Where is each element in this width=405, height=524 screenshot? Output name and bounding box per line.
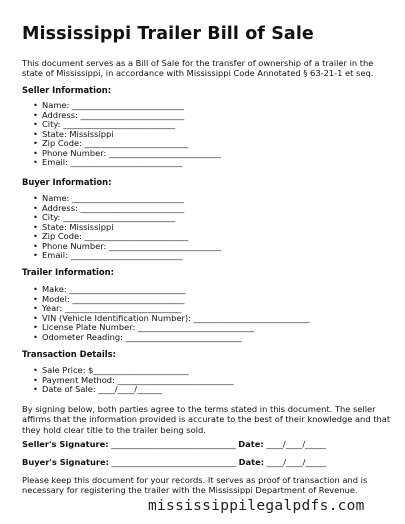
- seller-date-label: Date:: [238, 439, 264, 449]
- trailer-plate-item: • License Plate Number: ____________________________: [33, 322, 255, 332]
- sale-price-item: • Sale Price: $_______________________: [33, 365, 189, 375]
- buyer-signature-blank: ______________________________: [108, 457, 239, 467]
- seller-signature-line: [22, 439, 326, 449]
- buyer-state-item: • State: Mississippi: [33, 221, 114, 232]
- seller-zip-item: • Zip Code: _________________________: [33, 138, 189, 148]
- buyer-signature-line: [22, 457, 326, 467]
- seller-date-blank: ____/____/_____: [263, 439, 326, 449]
- buyer-date-blank: ____/____/_____: [264, 457, 327, 467]
- trailer-list: [22, 285, 310, 342]
- trailer-vin-item: • VIN (Vehicle Identification Number): ____________________________: [33, 312, 310, 323]
- trailer-make-item: • Make: ____________________________: [33, 284, 186, 294]
- document-title: Mississippi Trailer Bill of Sale: [22, 24, 314, 44]
- buyer-date-label: Date:: [238, 457, 265, 467]
- buyer-list: [22, 194, 221, 261]
- buyer-city-item: • City: ___________________________: [33, 212, 176, 222]
- trailer-heading: Trailer Information:: [22, 267, 114, 277]
- seller-city-item: • City: ___________________________: [33, 119, 176, 129]
- buyer-heading: Buyer Information:: [22, 177, 112, 187]
- buyer-phone-item: • Phone Number: ___________________________: [33, 240, 221, 251]
- buyer-address-item: • Address: _________________________: [33, 202, 185, 213]
- seller-heading: Seller Information:: [22, 85, 112, 95]
- trailer-year-item: • Year: ____________________________: [33, 303, 182, 313]
- trailer-odometer-item: • Odometer Reading: ____________________________: [33, 331, 242, 342]
- footer-paragraph: Please keep this document for your records. It serves as proof of transaction and is necessary for registering the trailer with the Mississippi Department of Revenue.: [22, 475, 368, 496]
- payment-method-item: • Payment Method: ____________________________: [33, 374, 234, 385]
- transaction-heading: Transaction Details:: [22, 349, 117, 359]
- seller-email-item: • Email: ___________________________: [33, 157, 183, 167]
- intro-paragraph: This document serves as a Bill of Sale for the transfer of ownership of a trailer in the state of Mississippi, in accordance with Mississippi Code Annotated § 63-21-1 et seq.: [22, 58, 374, 79]
- seller-signature-label: Seller's Signature:: [22, 439, 109, 449]
- seller-address-item: • Address: _________________________: [33, 109, 185, 120]
- seller-list: [22, 101, 221, 168]
- agreement-paragraph: By signing below, both parties agree to the terms stated in this document. The seller affirms that the information provided is accurate to the best of their knowledge and that they hold clear title to the trailer being sold.: [22, 404, 391, 435]
- sale-date-item: • Date of Sale: ____/____/______: [33, 384, 162, 394]
- buyer-signature-label: Buyer's Signature:: [22, 457, 109, 467]
- buyer-zip-item: • Zip Code: _________________________: [33, 231, 189, 241]
- transaction-list: [22, 366, 234, 395]
- trailer-model-item: • Model: ___________________________: [33, 293, 185, 304]
- seller-phone-item: • Phone Number: ___________________________: [33, 147, 221, 158]
- buyer-email-item: • Email: ___________________________: [33, 250, 183, 260]
- buyer-name-item: • Name: ___________________________: [33, 193, 184, 203]
- seller-signature-blank: ______________________________: [108, 439, 239, 449]
- seller-state-item: • State: Mississippi: [33, 128, 114, 139]
- seller-name-item: • Name: ___________________________: [33, 100, 184, 110]
- site-watermark: mississippilegalpdfs.com: [148, 498, 365, 514]
